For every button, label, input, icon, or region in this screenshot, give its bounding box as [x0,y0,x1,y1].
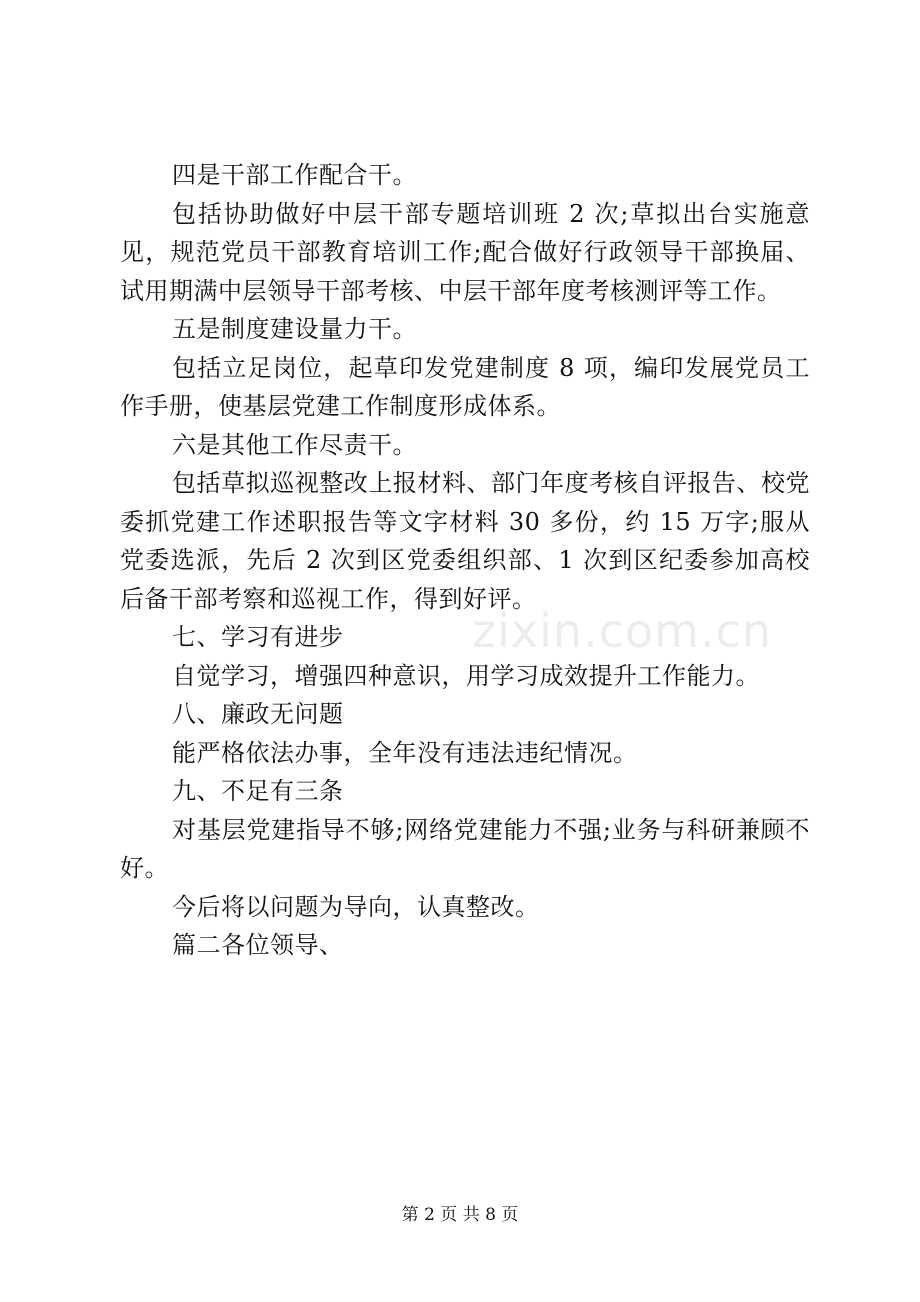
section-heading-6: 六是其他工作尽责干。 [172,430,417,459]
section-heading-8: 八、廉政无问题 [172,700,344,728]
section-heading-7: 七、学习有进步 [172,623,344,651]
paragraph-shortcomings: 对基层党建指导不够;网络党建能力不强;业务与科研兼顾不好。 [120,815,810,882]
paragraph-part-two: 篇二各位领导、 [172,931,344,959]
paragraph-study: 自觉学习，增强四种意识，用学习成效提升工作能力。 [172,661,760,690]
section-heading-4: 四是干部工作配合干。 [172,161,417,189]
paragraph-system-building: 包括立足岗位，起草印发党建制度 8 项，编印发展党员工作手册，使基层党建工作制度形成体系。 [120,353,810,420]
paragraph-cadre-work: 包括协助做好中层干部专题培训班 2 次;草拟出台实施意见，规范党员干部教育培训工作;配合做好行政领导干部换届、试用期满中层领导干部考核、中层干部年度考核测评等工作。 [120,199,810,305]
page-footer: 第 2 页 共 8 页 [401,1205,519,1225]
paragraph-rectification: 今后将以问题为导向，认真整改。 [172,892,540,921]
paragraph-integrity: 能严格依法办事，全年没有违法违纪情况。 [172,738,638,767]
document-body [120,156,810,965]
section-heading-5: 五是制度建设量力干。 [172,315,417,343]
paragraph-other-work: 包括草拟巡视整改上报材料、部门年度考核自评报告、校党委抓党建工作述职报告等文字材料 30 多份，约 15 万字;服从党委选派，先后 2 次到区党委组织部、1 次到区纪委参加高校后备干部考察和巡视工作，得到好评。 [120,469,810,613]
section-heading-9: 九、不足有三条 [172,777,344,805]
watermark: zixin.com.cn [472,604,773,658]
